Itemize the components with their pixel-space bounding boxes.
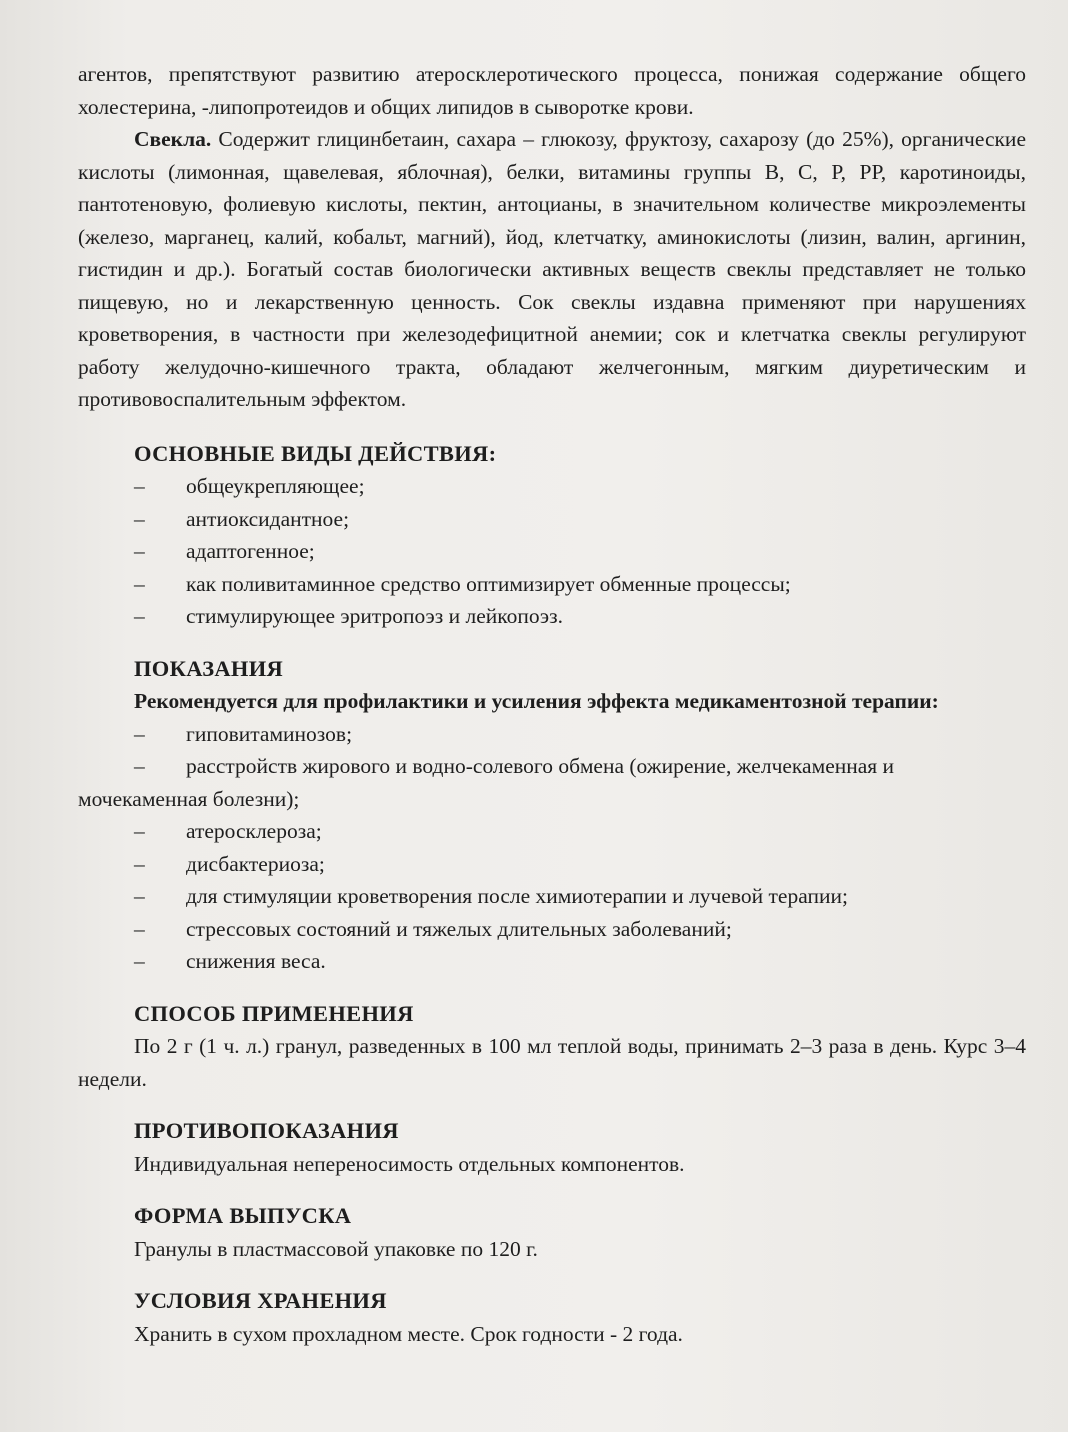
beet-label: Свекла. bbox=[134, 127, 212, 151]
actions-heading: ОСНОВНЫЕ ВИДЫ ДЕЙСТВИЯ: bbox=[134, 440, 497, 466]
indications-heading: ПОКАЗАНИЯ bbox=[134, 655, 284, 681]
intro-paragraph: агентов, препятствуют развитию атеросклеротического процесса, понижая содержание общего холестерина, -липопротеидов и общих липидов в сыворотке крови. bbox=[78, 62, 1026, 119]
list-item: – снижения веса. bbox=[134, 949, 326, 973]
actions-list bbox=[78, 470, 1026, 633]
list-item: – атеросклероза; bbox=[134, 819, 322, 843]
contraindications-text: Индивидуальная непереносимость отдельных компонентов. bbox=[134, 1151, 685, 1176]
list-item: – дисбактериоза; bbox=[134, 851, 325, 876]
list-item: – стимулирующее эритропоэз и лейкопоэз. bbox=[134, 604, 564, 628]
list-item: – как поливитаминное средство оптимизирует обменные процессы; bbox=[134, 571, 791, 596]
indications-subheading: Рекомендуется для профилактики и усиления эффекта медикаментозной терапии: bbox=[134, 689, 939, 713]
storage-heading: УСЛОВИЯ ХРАНЕНИЯ bbox=[134, 1288, 387, 1313]
list-item: – адаптогенное; bbox=[134, 539, 315, 563]
usage-heading: СПОСОБ ПРИМЕНЕНИЯ bbox=[134, 1000, 414, 1026]
list-item: – общеукрепляющее; bbox=[134, 474, 365, 498]
list-item: – антиоксидантное; bbox=[134, 506, 350, 531]
form-heading: ФОРМА ВЫПУСКА bbox=[134, 1203, 352, 1228]
beet-paragraph bbox=[78, 123, 1026, 416]
list-item: – гиповитаминозов; bbox=[134, 721, 353, 746]
page-content bbox=[78, 58, 1026, 1350]
storage-text: Хранить в сухом прохладном месте. Срок годности - 2 года. bbox=[134, 1321, 683, 1346]
usage-text: По 2 г (1 ч. л.) гранул, разведенных в 100 мл теплой воды, принимать 2–3 раза в день. Курс 3–4 недели. bbox=[78, 1034, 1026, 1091]
indications-list bbox=[78, 718, 1026, 978]
list-item: – для стимуляции кроветворения после химиотерапии и лучевой терапии; bbox=[134, 884, 848, 908]
list-item: – стрессовых состояний и тяжелых длительных заболеваний; bbox=[134, 916, 732, 941]
beet-text: Содержит глицинбетаин, сахара – глюкозу, фруктозу, сахарозу (до 25%), органические кислоты (лимонная, щавелевая, яблочная), белки, витамины группы В, С, Р, РР, каротиноиды, пантотеновую, фолиевую кислоты, пектин, антоцианы, в значительном количестве микроэлементы (железо, марганец, калий, кобальт, магний), йод, клетчатку, аминокислоты (лизин, валин, аргинин, гистидин и др.). Богатый состав биологически активных веществ свеклы представляет не только пищевую, но и лекарственную ценность. Сок свеклы издавна применяют при нарушениях кроветворения, в частности при железодефицитной анемии; сок и клетчатка свеклы регулируют работу желудочно-кишечного тракта, обладают желчегонным, мягким диуретическим и противовоспалительным эффектом. bbox=[78, 127, 1026, 411]
list-item: – расстройств жирового и водно-солевого обмена (ожирение, желчекаменная и мочекаменная болезни); bbox=[78, 754, 895, 811]
form-text: Гранулы в пластмассовой упаковке по 120 г. bbox=[134, 1236, 538, 1261]
contraindications-heading: ПРОТИВОПОКАЗАНИЯ bbox=[134, 1118, 399, 1143]
